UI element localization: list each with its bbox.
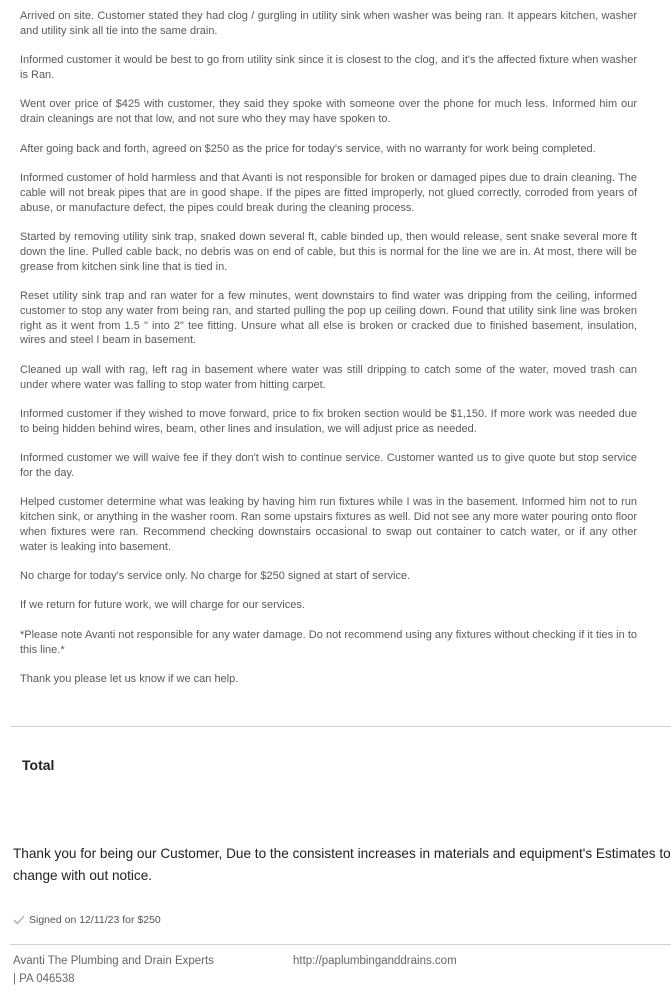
check-icon	[13, 914, 25, 926]
note-paragraph: Reset utility sink trap and ran water for a few minutes, went downstairs to find water was dripping from the ceiling, informed customer to stop any water from being ran, and started pulling the pop up ceiling down. Found that utility sink line was broken right as it went from 1.5 " into 2" tee fitting. Unsure what all else is broken or cracked due to finished basement, insulation, wires and steel I beam in basement.	[20, 289, 637, 347]
note-paragraph: Cleaned up wall with rag, left rag in basement where water was still dripping to catch some of the water, moved trash can under where water was falling to stop water from hitting carpet.	[20, 363, 637, 391]
note-paragraph: If we return for future work, we will charge for our services.	[20, 599, 305, 612]
note-paragraph: Informed customer of hold harmless and that Avanti is not responsible for broken or damaged pipes due to drain cleaning. The cable will not break pipes that are in good shape. If the pipes are fitted improperly, not glued correctly, corroded from years of abuse, or manufacture defect, the pipes could break during the cleaning process.	[20, 171, 637, 214]
note-paragraph: Thank you please let us know if we can help.	[20, 673, 239, 686]
signature-line	[13, 914, 161, 926]
signature-text: Signed on 12/11/23 for $250	[29, 914, 161, 926]
note-paragraph: After going back and forth, agreed on $250 as the price for today's service, with no warranty for work being completed.	[20, 142, 596, 155]
total-label: Total	[22, 757, 55, 773]
note-paragraph: Went over price of $425 with customer, they said they spoke with someone over the phone for much less. Informed him our drain cleanings are not that low, and not sure who they may have spoken to.	[20, 98, 637, 126]
website-link[interactable]: http://paplumbinganddrains.com	[293, 955, 457, 967]
note-paragraph: Arrived on site. Customer stated they had clog / gurgling in utility sink when washer was being ran. It appears kitchen, washer and utility sink all tie into the same drain.	[20, 10, 637, 37]
note-paragraph: Informed customer we will waive fee if they don't wish to continue service. Customer wanted us to give quote but stop service for the day.	[20, 452, 637, 479]
note-paragraph: Informed customer if they wished to move forward, price to fix broken section would be $1,150. If more work was needed due to being hidden behind wires, beam, other lines and insulation, we will adjust price as needed.	[20, 407, 637, 435]
note-paragraph: *Please note Avanti not responsible for any water damage. Do not recommend using any fixtures without checking if it ties in to this line.*	[20, 628, 637, 656]
thanks-message: Thank you for being our Customer, Due to the consistent increases in materials and equipment's Estimates to change with out notice.	[13, 846, 671, 883]
footer-divider	[10, 944, 671, 945]
service-notes	[20, 9, 637, 701]
section-divider	[10, 726, 671, 727]
company-name: Avanti The Plumbing and Drain Experts	[13, 955, 214, 967]
note-paragraph: Helped customer determine what was leaking by having him run fixtures while I was in the basement. Informed him not to run kitchen sink, or anything in the washer room. Ran some upstairs fixtures as well. Did not see any more water pouring onto floor when fixtures were ran. Recommend checking downstairs occasional to swap out container to catch water, or if any other water is leaking into basement.	[20, 496, 637, 553]
license-number: | PA 046538	[13, 973, 75, 985]
note-paragraph: No charge for today's service only. No charge for $250 signed at start of service.	[20, 570, 411, 583]
note-paragraph: Started by removing utility sink trap, snaked down several ft, cable binded up, then would release, sent snake several more ft down the line. Pulled cable back, no debris was on end of cable, but this is normal for the line we are in. At most, there will be grease from kitchen sink line that is tied in.	[20, 230, 637, 273]
note-paragraph: Informed customer it would be best to go from utility sink since it is closest to the clog, and it's the affected fixture when washer is Ran.	[20, 54, 637, 81]
